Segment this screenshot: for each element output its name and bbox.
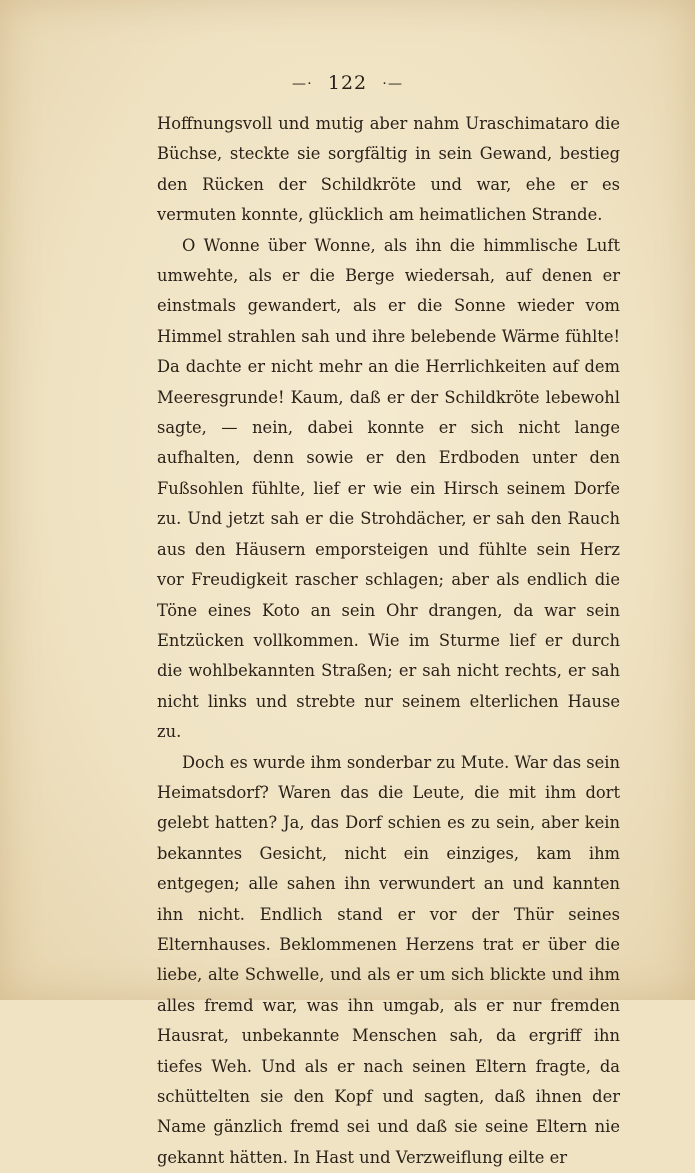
paragraph-1: Hoffnungsvoll und mutig aber nahm Uraschimataro die Büchse, steckte sie sorgfältig in sein Gewand, bestieg den Rücken der Schildkröte und war, ehe er es vermuten konnte, glücklich am heimatlichen Strande. [157, 114, 620, 225]
body-text [157, 109, 620, 1173]
paragraph-3: Doch es wurde ihm sonderbar zu Mute. War das sein Heimatsdorf? Waren das die Leute, die mit ihm dort gelebt hatten? Ja, das Dorf schien es zu sein, aber kein bekanntes Gesicht, nicht ein einziges, kam ihm entgegen; alle sahen ihn verwundert an und kannten ihn nicht. Endlich stand er vor der Thür seines Elternhauses. Beklommenen Herzens trat er über die liebe, alte Schwelle, und als er um sich blickte und ihm alles fremd war, was ihn umgab, als er nur fremden Hausrat, unbekannte Menschen sah, da ergriff ihn tiefes Weh. Und als er nach seinen Eltern fragte, da schüttelten sie den Kopf und sagten, daß ihnen der Name gänzlich fremd sei und daß sie seine Eltern nie gekannt hätten. In Hast und Verzweiflung eilte er [157, 752, 620, 1167]
header-right-ornament: ⋅— [382, 76, 403, 92]
page-header [0, 72, 695, 94]
paragraph-2: O Wonne über Wonne, als ihn die himmlische Luft umwehte, als er die Berge wiedersah, auf denen er einstmals gewandert, als er die Sonne wieder vom Himmel strahlen sah und ihre belebende Wärme fühlte! Da dachte er nicht mehr an die Herrlichkeiten auf dem Meeresgrunde! Kaum, daß er der Schildkröte lebewohl sagte, — nein, dabei konnte er sich nicht lange aufhalten, denn sowie er den Erdboden unter den Fußsohlen fühlte, lief er wie ein Hirsch seinem Dorfe zu. Und jetzt sah er die Strohdächer, er sah den Rauch aus den Häusern emporsteigen und fühlte sein Herz vor Freudigkeit rascher schlagen; aber als endlich die Töne eines Koto an sein Ohr drangen, da war sein Entzücken vollkommen. Wie im Sturme lief er durch die wohlbekannten Straßen; er sah nicht rechts, er sah nicht links und strebte nur seinem elterlichen Hause zu. [157, 235, 620, 742]
header-left-ornament: —⋅ [292, 76, 313, 92]
page-number: 122 [327, 72, 368, 94]
